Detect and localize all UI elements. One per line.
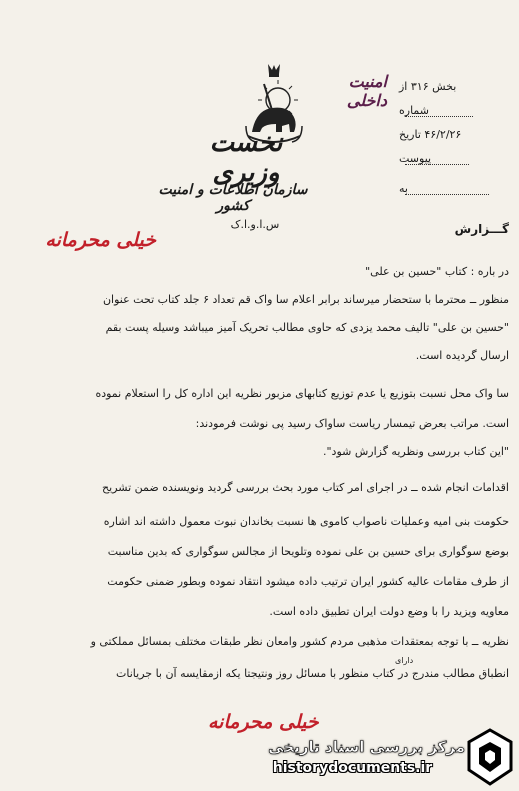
body-line-6: "این کتاب بررسی ونظریه گزارش شود". <box>322 445 509 458</box>
body-line-11: معاویه ویزید را با وضع دولت ایران تطبیق داده است. <box>269 605 509 618</box>
attachment-field <box>399 152 509 165</box>
from-label: از <box>399 80 408 93</box>
report-heading: گـــزارش <box>454 222 509 236</box>
body-line-12: نظریه ــ با توجه بمعتقدات مذهبی مردم کشور وامعان نظر طبقات مختلف بمسائل مملکتی و <box>90 635 509 648</box>
date-field <box>399 128 509 141</box>
body-line-10: از طرف مقامات عالیه کشور ایران ترتیب داده میشود انتقاد نموده وبطور ضمنی حکومت <box>107 575 509 588</box>
organization-code: س.ا.و.ا.ک <box>230 218 280 231</box>
subject-text: کتاب "حسین بن علی" <box>365 265 468 278</box>
subject-line <box>269 265 509 278</box>
internal-security-stamp: امنیت داخلی <box>346 72 387 110</box>
watermark-url: historydocuments.ir <box>272 760 433 776</box>
subject-label: در باره : <box>470 265 509 278</box>
body-line-1: منظور ــ محترما با ستحضار میرساند برابر اعلام سا واک قم تعداد ۶ جلد کتاب تحت عنوان <box>102 293 509 306</box>
recipient-label: به <box>399 182 408 195</box>
classification-stamp-bottom: خیلی محرمانه <box>208 711 319 733</box>
body-line-13: انطباق مطالب مندرج در کتاب منظور با مسائل روز ونتیجتا یکه ازمقایسه آن با جریانات <box>116 667 509 680</box>
date-label: تاریخ <box>399 128 421 141</box>
ministry-title: نخست وزیری <box>209 128 283 188</box>
from-field <box>399 80 509 93</box>
attachment-label: پیوست <box>399 152 432 165</box>
date-value: ۴۶/۲/۲۶ <box>424 128 462 141</box>
body-line-4: سا واک محل نسبت بتوزیع یا عدم توزیع کتابهای مزبور نظریه این اداره کل را استعلام نموده <box>95 387 509 400</box>
body-line-3: ارسال گردیده است. <box>415 349 509 362</box>
number-label: شماره <box>399 104 430 117</box>
body-line-9: بوضع سوگواری برای حسین بن علی نموده وتلویحا از مجالس سوگواری که بدین مناسبت <box>107 545 509 558</box>
watermark-logo-icon <box>465 728 515 786</box>
watermark-title: مرکز بررسی اسناد تاریخی <box>268 738 465 756</box>
number-field <box>399 104 509 117</box>
recipient-field <box>399 182 509 195</box>
body-line-2: "حسین بن علی" تالیف محمد یزدی که حاوی مطالب تحریک آمیز میباشد وسیله پست بقم <box>105 321 509 334</box>
department-value: بخش ۳۱۶ <box>410 80 457 93</box>
body-line-5: است. مراتب بعرض تیمسار ریاست ساواک رسید پی نوشت فرمودند: <box>195 417 509 430</box>
classification-stamp-top: خیلی محرمانه <box>45 229 156 251</box>
organization-title: سازمان اطلاعات و امنیت کشور <box>158 182 308 214</box>
body-line-7: اقدامات انجام شده ــ در اجرای امر کتاب مورد بحث بررسی گردید ونویسنده ضمن تشریح <box>102 481 509 494</box>
body-line-8: حکومت بنی امیه وعملیات ناصواب کاموی ها نسبت بخاندان نبوت معمول داشته اند اشاره <box>103 515 509 528</box>
inline-correction-note: دارای <box>395 656 414 665</box>
